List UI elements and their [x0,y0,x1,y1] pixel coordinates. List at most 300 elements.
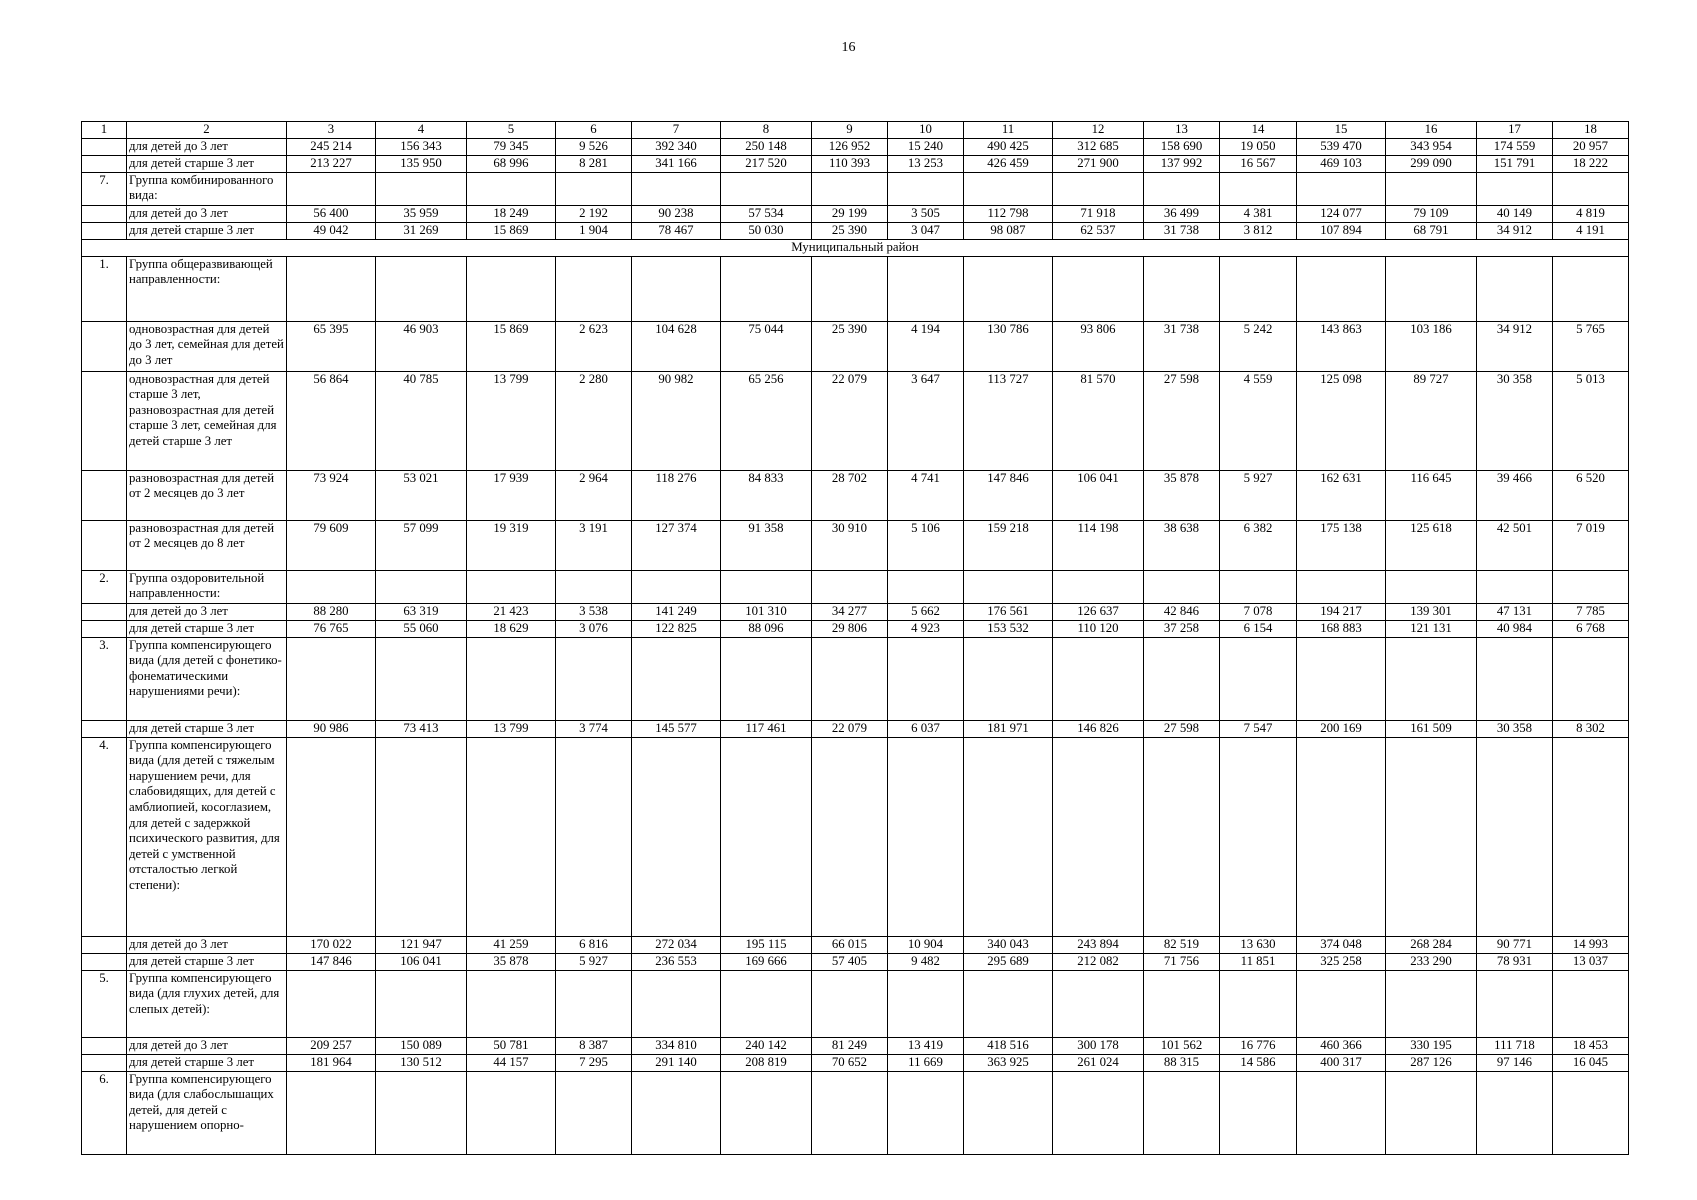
row-label: Группа компенсирующего вида (для слабослышащих детей, для детей с нарушением опорно- [127,1071,287,1154]
value-cell: 50 781 [467,1037,556,1054]
value-cell: 287 126 [1386,1054,1477,1071]
value-cell: 14 993 [1553,936,1629,953]
value-cell: 5 242 [1220,321,1297,371]
value-cell: 299 090 [1386,155,1477,172]
value-cell [1386,1071,1477,1154]
table-body [82,138,1629,1154]
value-cell: 7 078 [1220,603,1297,620]
value-cell: 13 037 [1553,953,1629,970]
value-cell: 114 198 [1053,520,1144,570]
value-cell: 35 878 [1144,470,1220,520]
value-cell [888,172,964,205]
value-cell: 90 238 [632,205,721,222]
value-cell: 121 947 [376,936,467,953]
value-cell [1053,637,1144,720]
column-header: 1 [82,122,127,139]
value-cell: 7 785 [1553,603,1629,620]
value-cell: 5 662 [888,603,964,620]
value-cell: 41 259 [467,936,556,953]
column-header: 5 [467,122,556,139]
value-cell: 2 964 [556,470,632,520]
row-label: для детей старше 3 лет [127,155,287,172]
value-cell [287,256,376,321]
value-cell [1386,637,1477,720]
value-cell: 13 630 [1220,936,1297,953]
value-cell: 4 191 [1553,222,1629,239]
column-header: 17 [1477,122,1553,139]
value-cell: 3 647 [888,371,964,470]
value-cell: 3 538 [556,603,632,620]
value-cell: 116 645 [1386,470,1477,520]
row-number [82,222,127,239]
value-cell: 91 358 [721,520,812,570]
value-cell: 4 923 [888,620,964,637]
table-row [82,720,1629,737]
value-cell: 18 453 [1553,1037,1629,1054]
value-cell [1053,570,1144,603]
value-cell: 117 461 [721,720,812,737]
row-number [82,520,127,570]
row-label: для детей до 3 лет [127,936,287,953]
value-cell [964,172,1053,205]
row-number [82,205,127,222]
table-row [82,936,1629,953]
value-cell [632,256,721,321]
value-cell: 312 685 [1053,138,1144,155]
value-cell [287,1071,376,1154]
value-cell [1220,970,1297,1037]
row-number [82,155,127,172]
value-cell [287,570,376,603]
value-cell [376,737,467,936]
value-cell: 6 154 [1220,620,1297,637]
value-cell: 3 076 [556,620,632,637]
value-cell: 156 343 [376,138,467,155]
value-cell [1553,570,1629,603]
value-cell [1144,1071,1220,1154]
value-cell [1053,172,1144,205]
value-cell: 16 045 [1553,1054,1629,1071]
value-cell: 15 869 [467,222,556,239]
value-cell: 30 358 [1477,371,1553,470]
value-cell: 103 186 [1386,321,1477,371]
value-cell: 2 192 [556,205,632,222]
value-cell [556,737,632,936]
row-number [82,470,127,520]
row-label: разновозрастная для детей от 2 месяцев до 8 лет [127,520,287,570]
value-cell: 44 157 [467,1054,556,1071]
row-label: для детей старше 3 лет [127,1054,287,1071]
value-cell: 6 768 [1553,620,1629,637]
value-cell [1297,737,1386,936]
value-cell [812,637,888,720]
value-cell: 13 799 [467,371,556,470]
column-header: 14 [1220,122,1297,139]
table-row [82,138,1629,155]
value-cell: 113 727 [964,371,1053,470]
value-cell: 90 771 [1477,936,1553,953]
value-cell [467,637,556,720]
table-row [82,155,1629,172]
value-cell: 34 912 [1477,222,1553,239]
value-cell: 53 021 [376,470,467,520]
value-cell: 127 374 [632,520,721,570]
value-cell: 18 249 [467,205,556,222]
value-cell: 400 317 [1297,1054,1386,1071]
value-cell: 3 774 [556,720,632,737]
value-cell [632,737,721,936]
value-cell: 213 227 [287,155,376,172]
value-cell [888,256,964,321]
value-cell: 93 806 [1053,321,1144,371]
value-cell [287,637,376,720]
value-cell: 169 666 [721,953,812,970]
value-cell: 9 526 [556,138,632,155]
value-cell: 261 024 [1053,1054,1144,1071]
section-title: Муниципальный район [82,239,1629,256]
value-cell: 240 142 [721,1037,812,1054]
value-cell [1386,256,1477,321]
column-header: 9 [812,122,888,139]
value-cell [1297,256,1386,321]
column-header: 15 [1297,122,1386,139]
value-cell: 13 419 [888,1037,964,1054]
row-label: для детей до 3 лет [127,603,287,620]
value-cell: 341 166 [632,155,721,172]
value-cell: 88 315 [1144,1054,1220,1071]
table-row [82,256,1629,321]
value-cell: 35 959 [376,205,467,222]
value-cell: 82 519 [1144,936,1220,953]
value-cell [812,970,888,1037]
value-cell: 124 077 [1297,205,1386,222]
value-cell: 130 786 [964,321,1053,371]
value-cell: 79 609 [287,520,376,570]
value-cell [556,637,632,720]
value-cell: 31 738 [1144,222,1220,239]
value-cell: 14 586 [1220,1054,1297,1071]
value-cell: 3 191 [556,520,632,570]
value-cell: 125 098 [1297,371,1386,470]
value-cell: 1 904 [556,222,632,239]
value-cell: 20 957 [1553,138,1629,155]
row-label: Группа оздоровительной направленности: [127,570,287,603]
value-cell: 56 864 [287,371,376,470]
value-cell: 40 984 [1477,620,1553,637]
row-label: для детей до 3 лет [127,205,287,222]
value-cell [964,737,1053,936]
value-cell: 89 727 [1386,371,1477,470]
value-cell [721,570,812,603]
value-cell: 135 950 [376,155,467,172]
value-cell: 158 690 [1144,138,1220,155]
value-cell: 90 986 [287,720,376,737]
value-cell: 73 413 [376,720,467,737]
value-cell: 101 310 [721,603,812,620]
table-row [82,620,1629,637]
value-cell: 29 199 [812,205,888,222]
value-cell [1553,637,1629,720]
value-cell [1220,172,1297,205]
row-number [82,321,127,371]
value-cell: 363 925 [964,1054,1053,1071]
value-cell [1053,1071,1144,1154]
value-cell [1477,637,1553,720]
value-cell [964,637,1053,720]
value-cell: 17 939 [467,470,556,520]
value-cell: 37 258 [1144,620,1220,637]
value-cell: 236 553 [632,953,721,970]
column-header: 16 [1386,122,1477,139]
value-cell: 3 047 [888,222,964,239]
value-cell [1297,570,1386,603]
value-cell: 2 280 [556,371,632,470]
value-cell [632,637,721,720]
value-cell: 27 598 [1144,371,1220,470]
value-cell [1297,970,1386,1037]
value-cell [1220,637,1297,720]
value-cell: 194 217 [1297,603,1386,620]
value-cell [1386,172,1477,205]
value-cell: 10 904 [888,936,964,953]
value-cell: 11 669 [888,1054,964,1071]
value-cell [376,637,467,720]
value-cell: 272 034 [632,936,721,953]
value-cell: 88 280 [287,603,376,620]
value-cell [1386,970,1477,1037]
table-row [82,205,1629,222]
value-cell: 30 358 [1477,720,1553,737]
value-cell: 176 561 [964,603,1053,620]
value-cell: 21 423 [467,603,556,620]
value-cell: 209 257 [287,1037,376,1054]
table-row [82,470,1629,520]
value-cell: 137 992 [1144,155,1220,172]
value-cell: 217 520 [721,155,812,172]
column-header: 6 [556,122,632,139]
value-cell: 88 096 [721,620,812,637]
value-cell [556,256,632,321]
value-cell: 35 878 [467,953,556,970]
value-cell: 5 106 [888,520,964,570]
value-cell: 68 996 [467,155,556,172]
value-cell: 55 060 [376,620,467,637]
value-cell: 56 400 [287,205,376,222]
value-cell: 539 470 [1297,138,1386,155]
value-cell: 30 910 [812,520,888,570]
value-cell [1477,737,1553,936]
value-cell [556,172,632,205]
value-cell: 245 214 [287,138,376,155]
value-cell: 122 825 [632,620,721,637]
value-cell: 19 050 [1220,138,1297,155]
value-cell: 233 290 [1386,953,1477,970]
row-number: 5. [82,970,127,1037]
value-cell: 75 044 [721,321,812,371]
column-header: 4 [376,122,467,139]
row-label: Группа компенсирующего вида (для детей с тяжелым нарушением речи, для слабовидящих, для детей с амблиопией, косоглазием, для детей с задержкой психического развития, для детей с умственной отсталостью легкой степени): [127,737,287,936]
value-cell: 112 798 [964,205,1053,222]
value-cell [888,637,964,720]
row-number: 4. [82,737,127,936]
value-cell [376,970,467,1037]
value-cell: 31 269 [376,222,467,239]
value-cell: 27 598 [1144,720,1220,737]
value-cell: 118 276 [632,470,721,520]
value-cell: 4 741 [888,470,964,520]
value-cell: 295 689 [964,953,1053,970]
value-cell: 6 520 [1553,470,1629,520]
value-cell: 79 109 [1386,205,1477,222]
value-cell: 15 240 [888,138,964,155]
value-cell: 79 345 [467,138,556,155]
value-cell: 5 013 [1553,371,1629,470]
value-cell [721,737,812,936]
value-cell: 68 791 [1386,222,1477,239]
value-cell [632,172,721,205]
value-cell [1477,970,1553,1037]
value-cell: 145 577 [632,720,721,737]
value-cell: 57 099 [376,520,467,570]
value-cell: 181 964 [287,1054,376,1071]
value-cell: 200 169 [1297,720,1386,737]
value-cell [556,1071,632,1154]
value-cell: 5 927 [1220,470,1297,520]
value-cell: 426 459 [964,155,1053,172]
value-cell [1553,970,1629,1037]
table-row [82,970,1629,1037]
value-cell: 25 390 [812,222,888,239]
row-label: Группа компенсирующего вида (для глухих детей, для слепых детей): [127,970,287,1037]
value-cell: 104 628 [632,321,721,371]
value-cell: 126 952 [812,138,888,155]
value-cell: 126 637 [1053,603,1144,620]
value-cell [376,570,467,603]
row-number [82,138,127,155]
value-cell: 76 765 [287,620,376,637]
value-cell [812,570,888,603]
value-cell: 460 366 [1297,1037,1386,1054]
value-cell: 271 900 [1053,155,1144,172]
value-cell [721,637,812,720]
value-cell: 208 819 [721,1054,812,1071]
row-number [82,953,127,970]
value-cell: 16 776 [1220,1037,1297,1054]
value-cell: 25 390 [812,321,888,371]
value-cell [1220,1071,1297,1154]
value-cell: 150 089 [376,1037,467,1054]
value-cell [1553,256,1629,321]
value-cell: 8 387 [556,1037,632,1054]
value-cell: 469 103 [1297,155,1386,172]
value-cell: 78 931 [1477,953,1553,970]
value-cell: 66 015 [812,936,888,953]
value-cell: 181 971 [964,720,1053,737]
value-cell [888,970,964,1037]
value-cell: 47 131 [1477,603,1553,620]
value-cell: 268 284 [1386,936,1477,953]
table-row [82,1037,1629,1054]
value-cell: 57 405 [812,953,888,970]
value-cell [467,1071,556,1154]
value-cell [888,1071,964,1154]
row-label: для детей до 3 лет [127,1037,287,1054]
value-cell: 153 532 [964,620,1053,637]
column-header: 3 [287,122,376,139]
value-cell [721,1071,812,1154]
value-cell: 4 819 [1553,205,1629,222]
value-cell: 8 302 [1553,720,1629,737]
row-label: для детей старше 3 лет [127,953,287,970]
value-cell: 195 115 [721,936,812,953]
value-cell [1053,256,1144,321]
value-cell [1144,637,1220,720]
value-cell [812,172,888,205]
value-cell [1386,737,1477,936]
value-cell: 81 249 [812,1037,888,1054]
column-header: 18 [1553,122,1629,139]
value-cell: 175 138 [1297,520,1386,570]
value-cell [467,737,556,936]
page-number: 16 [841,40,856,55]
value-cell [467,570,556,603]
value-cell [1553,172,1629,205]
value-cell: 90 982 [632,371,721,470]
value-cell: 291 140 [632,1054,721,1071]
value-cell: 174 559 [1477,138,1553,155]
value-cell: 121 131 [1386,620,1477,637]
value-cell: 28 702 [812,470,888,520]
column-header: 13 [1144,122,1220,139]
value-cell [964,570,1053,603]
value-cell: 62 537 [1053,222,1144,239]
value-cell: 141 249 [632,603,721,620]
row-number [82,620,127,637]
value-cell: 325 258 [1297,953,1386,970]
column-header: 10 [888,122,964,139]
value-cell: 22 079 [812,720,888,737]
value-cell [1053,970,1144,1037]
value-cell: 7 547 [1220,720,1297,737]
table-row [82,239,1629,256]
row-number: 2. [82,570,127,603]
value-cell: 107 894 [1297,222,1386,239]
value-cell: 4 194 [888,321,964,371]
table-row [82,637,1629,720]
value-cell: 151 791 [1477,155,1553,172]
value-cell: 146 826 [1053,720,1144,737]
value-cell: 110 120 [1053,620,1144,637]
value-cell: 143 863 [1297,321,1386,371]
value-cell: 2 623 [556,321,632,371]
value-cell [632,570,721,603]
value-cell [1297,637,1386,720]
row-label: для детей до 3 лет [127,138,287,155]
value-cell: 168 883 [1297,620,1386,637]
value-cell: 490 425 [964,138,1053,155]
value-cell [812,1071,888,1154]
value-cell: 110 393 [812,155,888,172]
value-cell [721,256,812,321]
value-cell: 330 195 [1386,1037,1477,1054]
data-table [81,121,1629,1155]
value-cell: 97 146 [1477,1054,1553,1071]
value-cell: 50 030 [721,222,812,239]
value-cell [1144,172,1220,205]
value-cell: 71 756 [1144,953,1220,970]
value-cell: 212 082 [1053,953,1144,970]
value-cell: 29 806 [812,620,888,637]
